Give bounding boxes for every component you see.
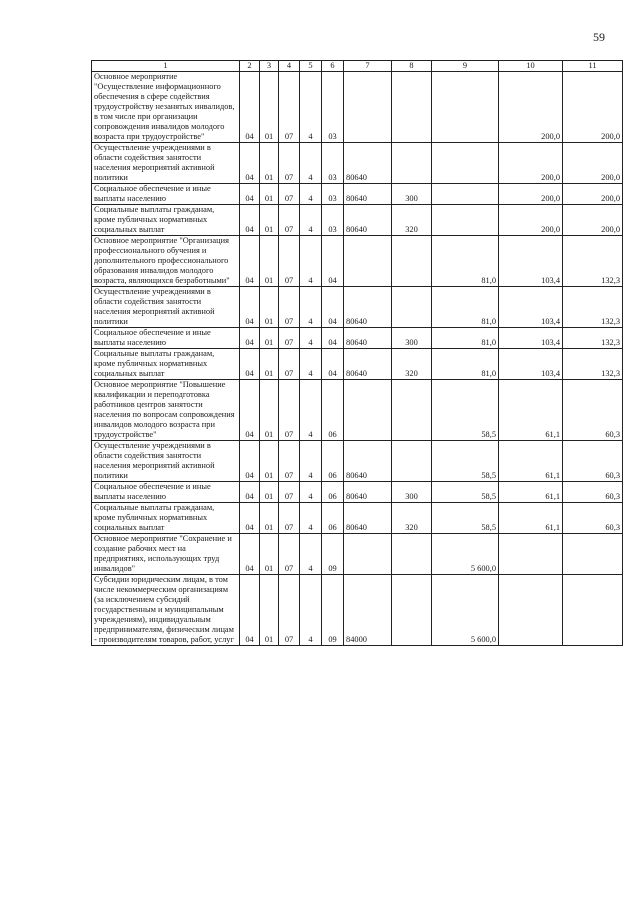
cell-code-6: 04 — [322, 349, 344, 380]
cell-name: Основное мероприятие "Осуществление информационного обеспечения в сфере содействия трудоустройству незанятых инвалидов, в том числе при организации сопровождения инвалидов молодого возраста при трудоустройстве" — [92, 72, 240, 143]
cell-amount-11: 200,0 — [563, 184, 623, 205]
cell-code-4: 07 — [279, 575, 300, 646]
cell-amount-10: 61,1 — [499, 441, 563, 482]
cell-code-6: 04 — [322, 236, 344, 287]
table-row — [92, 143, 623, 184]
cell-code-3: 01 — [260, 72, 279, 143]
cell-code-5: 4 — [300, 482, 322, 503]
cell-amount-9: 5 600,0 — [432, 534, 499, 575]
cell-code-4: 07 — [279, 349, 300, 380]
table-body — [92, 72, 623, 646]
cell-code-7: 80640 — [344, 184, 392, 205]
cell-amount-9 — [432, 205, 499, 236]
cell-amount-9: 58,5 — [432, 380, 499, 441]
cell-amount-11 — [563, 534, 623, 575]
cell-amount-10: 61,1 — [499, 482, 563, 503]
cell-code-6: 04 — [322, 328, 344, 349]
cell-code-5: 4 — [300, 503, 322, 534]
cell-code-5: 4 — [300, 143, 322, 184]
cell-amount-11: 132,3 — [563, 349, 623, 380]
cell-amount-9: 5 600,0 — [432, 575, 499, 646]
cell-code-8 — [392, 534, 432, 575]
cell-code-8: 300 — [392, 184, 432, 205]
cell-code-7: 80640 — [344, 143, 392, 184]
cell-code-5: 4 — [300, 441, 322, 482]
cell-amount-10: 61,1 — [499, 380, 563, 441]
cell-code-4: 07 — [279, 184, 300, 205]
cell-code-2: 04 — [240, 205, 260, 236]
cell-amount-9: 81,0 — [432, 349, 499, 380]
cell-code-3: 01 — [260, 380, 279, 441]
cell-code-6: 09 — [322, 575, 344, 646]
cell-code-4: 07 — [279, 441, 300, 482]
cell-code-8 — [392, 287, 432, 328]
cell-code-4: 07 — [279, 143, 300, 184]
cell-code-3: 01 — [260, 236, 279, 287]
cell-code-3: 01 — [260, 349, 279, 380]
cell-code-8: 320 — [392, 205, 432, 236]
page-number: 59 — [593, 30, 605, 44]
cell-code-2: 04 — [240, 503, 260, 534]
cell-code-6: 06 — [322, 482, 344, 503]
cell-code-8: 300 — [392, 328, 432, 349]
column-header: 8 — [392, 61, 432, 72]
cell-amount-10 — [499, 534, 563, 575]
cell-amount-10: 200,0 — [499, 184, 563, 205]
cell-code-4: 07 — [279, 328, 300, 349]
cell-amount-10: 103,4 — [499, 287, 563, 328]
table-row — [92, 72, 623, 143]
cell-amount-10: 61,1 — [499, 503, 563, 534]
cell-code-2: 04 — [240, 236, 260, 287]
cell-code-5: 4 — [300, 287, 322, 328]
cell-code-5: 4 — [300, 380, 322, 441]
cell-code-7: 80640 — [344, 441, 392, 482]
cell-code-6: 06 — [322, 503, 344, 534]
cell-code-2: 04 — [240, 143, 260, 184]
cell-code-8 — [392, 441, 432, 482]
cell-name: Социальные выплаты гражданам, кроме публичных нормативных социальных выплат — [92, 349, 240, 380]
cell-code-4: 07 — [279, 534, 300, 575]
cell-amount-11: 132,3 — [563, 287, 623, 328]
cell-code-2: 04 — [240, 380, 260, 441]
table-row — [92, 287, 623, 328]
cell-amount-11: 132,3 — [563, 328, 623, 349]
cell-code-2: 04 — [240, 184, 260, 205]
cell-code-3: 01 — [260, 441, 279, 482]
cell-amount-10: 103,4 — [499, 328, 563, 349]
cell-code-6: 03 — [322, 184, 344, 205]
cell-code-6: 03 — [322, 143, 344, 184]
cell-code-2: 04 — [240, 482, 260, 503]
column-header: 5 — [300, 61, 322, 72]
cell-amount-10: 200,0 — [499, 143, 563, 184]
cell-amount-9: 58,5 — [432, 482, 499, 503]
cell-name: Основное мероприятие "Повышение квалификации и переподготовка работников центров занятости населения по вопросам сопровождения инвалидов молодого возраста при трудоустройстве" — [92, 380, 240, 441]
cell-amount-10: 103,4 — [499, 236, 563, 287]
cell-code-7: 84000 — [344, 575, 392, 646]
cell-code-3: 01 — [260, 287, 279, 328]
cell-code-8 — [392, 575, 432, 646]
cell-code-6: 09 — [322, 534, 344, 575]
column-header: 10 — [499, 61, 563, 72]
cell-code-2: 04 — [240, 349, 260, 380]
cell-amount-11: 200,0 — [563, 205, 623, 236]
cell-code-7 — [344, 72, 392, 143]
cell-name: Субсидии юридическим лицам, в том числе некоммерческим организациям (за исключением субсидий государственным и муниципальным учреждениям), индивидуальным предпринимателям, физическим лицам - производителям товаров, работ, услуг — [92, 575, 240, 646]
cell-code-8 — [392, 236, 432, 287]
table-row — [92, 349, 623, 380]
cell-code-7 — [344, 534, 392, 575]
cell-code-4: 07 — [279, 236, 300, 287]
cell-code-5: 4 — [300, 328, 322, 349]
column-header: 6 — [322, 61, 344, 72]
cell-code-8 — [392, 380, 432, 441]
cell-name: Осуществление учреждениями в области содействия занятости населения мероприятий активной политики — [92, 441, 240, 482]
cell-code-6: 04 — [322, 287, 344, 328]
table-row — [92, 441, 623, 482]
table-row — [92, 482, 623, 503]
cell-code-5: 4 — [300, 349, 322, 380]
cell-amount-9: 81,0 — [432, 328, 499, 349]
cell-code-7 — [344, 236, 392, 287]
cell-code-3: 01 — [260, 205, 279, 236]
cell-code-4: 07 — [279, 72, 300, 143]
table-row — [92, 380, 623, 441]
cell-amount-9: 81,0 — [432, 236, 499, 287]
cell-amount-9 — [432, 184, 499, 205]
cell-code-7: 80640 — [344, 482, 392, 503]
cell-amount-10: 200,0 — [499, 205, 563, 236]
cell-amount-9: 58,5 — [432, 503, 499, 534]
cell-code-5: 4 — [300, 534, 322, 575]
cell-code-8: 300 — [392, 482, 432, 503]
cell-amount-9 — [432, 143, 499, 184]
cell-code-7: 80640 — [344, 328, 392, 349]
cell-name: Основное мероприятие "Сохранение и создание рабочих мест на предприятиях, использующих труд инвалидов" — [92, 534, 240, 575]
cell-code-5: 4 — [300, 184, 322, 205]
cell-code-7: 80640 — [344, 349, 392, 380]
cell-amount-10: 103,4 — [499, 349, 563, 380]
column-header: 3 — [260, 61, 279, 72]
cell-code-4: 07 — [279, 503, 300, 534]
cell-code-4: 07 — [279, 287, 300, 328]
column-header: 11 — [563, 61, 623, 72]
cell-amount-9: 81,0 — [432, 287, 499, 328]
cell-code-5: 4 — [300, 205, 322, 236]
cell-name: Социальное обеспечение и иные выплаты населению — [92, 184, 240, 205]
cell-name: Социальное обеспечение и иные выплаты населению — [92, 482, 240, 503]
cell-code-6: 06 — [322, 380, 344, 441]
cell-name: Осуществление учреждениями в области содействия занятости населения мероприятий активной политики — [92, 143, 240, 184]
cell-code-8 — [392, 143, 432, 184]
cell-amount-11: 132,3 — [563, 236, 623, 287]
cell-code-7: 80640 — [344, 503, 392, 534]
cell-amount-9: 58,5 — [432, 441, 499, 482]
cell-code-8 — [392, 72, 432, 143]
cell-name: Социальные выплаты гражданам, кроме публичных нормативных социальных выплат — [92, 503, 240, 534]
cell-amount-11: 200,0 — [563, 143, 623, 184]
column-header: 2 — [240, 61, 260, 72]
cell-amount-10 — [499, 575, 563, 646]
cell-code-8: 320 — [392, 349, 432, 380]
cell-amount-11: 60,3 — [563, 482, 623, 503]
cell-amount-11: 60,3 — [563, 503, 623, 534]
cell-code-3: 01 — [260, 534, 279, 575]
cell-amount-10: 200,0 — [499, 72, 563, 143]
cell-code-3: 01 — [260, 328, 279, 349]
cell-code-5: 4 — [300, 575, 322, 646]
table-row — [92, 184, 623, 205]
cell-code-4: 07 — [279, 380, 300, 441]
cell-code-2: 04 — [240, 328, 260, 349]
table-row — [92, 328, 623, 349]
column-header: 7 — [344, 61, 392, 72]
table-row — [92, 236, 623, 287]
cell-code-2: 04 — [240, 72, 260, 143]
cell-code-3: 01 — [260, 143, 279, 184]
column-header: 1 — [92, 61, 240, 72]
cell-code-2: 04 — [240, 575, 260, 646]
cell-code-5: 4 — [300, 236, 322, 287]
table-row — [92, 575, 623, 646]
table-row — [92, 503, 623, 534]
cell-name: Осуществление учреждениями в области содействия занятости населения мероприятий активной политики — [92, 287, 240, 328]
cell-amount-9 — [432, 72, 499, 143]
column-header: 9 — [432, 61, 499, 72]
cell-code-7: 80640 — [344, 205, 392, 236]
header-row — [92, 61, 623, 72]
cell-name: Основное мероприятие "Организация профессионального обучения и дополнительного профессионального образования инвалидов молодого возраста, являющихся безработными" — [92, 236, 240, 287]
cell-code-4: 07 — [279, 482, 300, 503]
cell-code-3: 01 — [260, 482, 279, 503]
cell-amount-11: 60,3 — [563, 441, 623, 482]
cell-amount-11: 60,3 — [563, 380, 623, 441]
cell-code-6: 06 — [322, 441, 344, 482]
cell-code-3: 01 — [260, 184, 279, 205]
cell-code-4: 07 — [279, 205, 300, 236]
cell-name: Социальные выплаты гражданам, кроме публичных нормативных социальных выплат — [92, 205, 240, 236]
cell-code-8: 320 — [392, 503, 432, 534]
cell-code-7: 80640 — [344, 287, 392, 328]
column-header: 4 — [279, 61, 300, 72]
budget-table — [91, 60, 623, 646]
cell-code-5: 4 — [300, 72, 322, 143]
cell-amount-11: 200,0 — [563, 72, 623, 143]
cell-code-7 — [344, 380, 392, 441]
cell-name: Социальное обеспечение и иные выплаты населению — [92, 328, 240, 349]
cell-code-3: 01 — [260, 575, 279, 646]
cell-amount-11 — [563, 575, 623, 646]
cell-code-2: 04 — [240, 534, 260, 575]
cell-code-2: 04 — [240, 287, 260, 328]
cell-code-6: 03 — [322, 72, 344, 143]
table-row — [92, 205, 623, 236]
cell-code-3: 01 — [260, 503, 279, 534]
cell-code-6: 03 — [322, 205, 344, 236]
cell-code-2: 04 — [240, 441, 260, 482]
table-row — [92, 534, 623, 575]
